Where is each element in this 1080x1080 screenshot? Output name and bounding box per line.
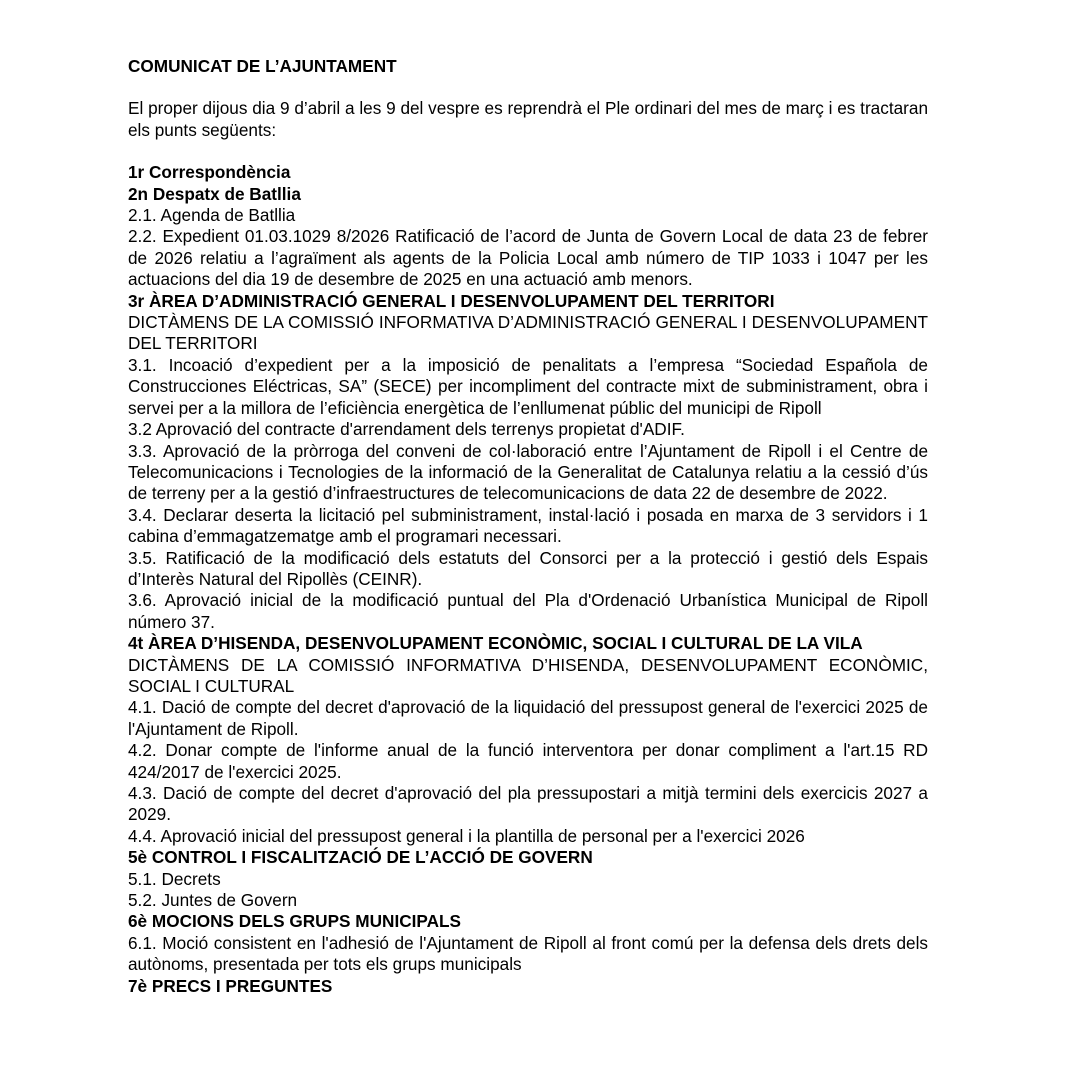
agenda-item-2-2: 2.2. Expedient 01.03.1029 8/2026 Ratificació de l’acord de Junta de Govern Local de data 23 de febrer de 2026 relatiu a l’agraïment als agents de la Policia Local amb número de TIP 1033 i 1047 per les actuacions del dia 19 de desembre de 2025 en una actuació amb menors. [128,226,928,290]
agenda-heading-1: 1r Correspondència [128,162,291,183]
agenda-item-3-2: 3.2 Aprovació del contracte d'arrendament dels terrenys propietat d'ADIF. [128,419,685,440]
agenda-heading-7: 7è PRECS I PREGUNTES [128,975,333,996]
agenda-heading-4: 4t ÀREA D’HISENDA, DESENVOLUPAMENT ECONÒMIC, SOCIAL I CULTURAL DE LA VILA [128,633,863,654]
agenda-heading-3: 3r ÀREA D’ADMINISTRACIÓ GENERAL I DESENVOLUPAMENT DEL TERRITORI [128,290,775,311]
agenda-item-3-1: 3.1. Incoació d’expedient per a la imposició de penalitats a l’empresa “Sociedad Española de Construcciones Eléctricas, SA” (SECE) per incompliment del contracte mixt de subministrament, obra i servei per a la millora de l’eficiència energètica de l’enllumenat públic del municipi de Ripoll [128,354,928,418]
agenda-item-4-2: 4.2. Donar compte de l'informe anual de la funció interventora per donar compliment a l'art.15 RD 424/2017 de l'exercici 2025. [128,740,928,782]
agenda-item-3-6: 3.6. Aprovació inicial de la modificació puntual del Pla d'Ordenació Urbanística Municipal de Ripoll número 37. [128,590,928,632]
agenda-heading-2: 2n Despatx de Batllia [128,183,301,204]
agenda-item-3-3: 3.3. Aprovació de la pròrroga del conveni de col·laboració entre l’Ajuntament de Ripoll i el Centre de Telecomunicacions i Tecnologies de la informació de la Generalitat de Catalunya relatiu a la cessió d’ús de terreny per a la gestió d’infraestructures de telecomunicacions de data 22 de desembre de 2022. [128,440,928,504]
agenda-subheading-3: DICTÀMENS DE LA COMISSIÓ INFORMATIVA D’ADMINISTRACIÓ GENERAL I DESENVOLUPAMENT DEL TERRITORI [128,312,928,354]
agenda-item-3-4: 3.4. Declarar deserta la licitació pel subministrament, instal·lació i posada en marxa de 3 servidors i 1 cabina d’emmagatzematge amb el programari necessari. [128,504,928,547]
agenda-item-5-1: 5.1. Decrets [128,868,221,889]
document-title: COMUNICAT DE L’AJUNTAMENT [128,56,397,76]
communique-body [128,56,928,997]
agenda-item-6-1: 6.1. Moció consistent en l'adhesió de l'Ajuntament de Ripoll al front comú per la defensa dels drets dels autònoms, presentada per tots els grups municipals [128,932,928,975]
agenda-heading-6: 6è MOCIONS DELS GRUPS MUNICIPALS [128,911,461,932]
agenda-heading-5: 5è CONTROL I FISCALITZACIÓ DE L’ACCIÓ DE GOVERN [128,847,593,868]
agenda-item-4-4: 4.4. Aprovació inicial del pressupost general i la plantilla de personal per a l'exercici 2026 [128,825,805,846]
agenda-item-4-3: 4.3. Dació de compte del decret d'aprovació del pla pressupostari a mitjà termini dels exercicis 2027 a 2029. [128,783,928,825]
agenda-item-4-1: 4.1. Dació de compte del decret d'aprovació de la liquidació del pressupost general de l'exercici 2025 de l'Ajuntament de Ripoll. [128,697,928,739]
agenda-item-3-5: 3.5. Ratificació de la modificació dels estatuts del Consorci per a la protecció i gestió dels Espais d’Interès Natural del Ripollès (CEINR). [128,547,928,589]
agenda-subheading-4: DICTÀMENS DE LA COMISSIÓ INFORMATIVA D’HISENDA, DESENVOLUPAMENT ECONÒMIC, SOCIAL I CULTURAL [128,654,928,696]
agenda-item-2-1: 2.1. Agenda de Batllia [128,205,296,226]
intro-paragraph: El proper dijous dia 9 d’abril a les 9 del vespre es reprendrà el Ple ordinari del mes de març i es tractaran els punts següents: [128,98,928,140]
agenda-item-5-2: 5.2. Juntes de Govern [128,890,298,911]
